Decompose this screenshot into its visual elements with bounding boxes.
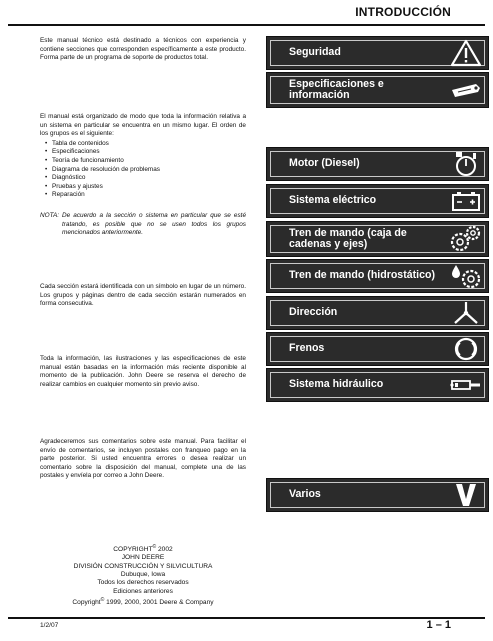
note-label: NOTA: [40, 212, 60, 219]
engine-diesel-icon [448, 152, 484, 176]
footer-date: 1/2/07 [40, 622, 59, 629]
tab-sistema-hidraulico[interactable] [266, 368, 489, 402]
copyright-line-1 [40, 543, 246, 554]
tab-label: Tren de mando (hidrostático) [289, 269, 435, 282]
intro-text-1: Este manual técnico está destinado a técnicos con experiencia y contiene secciones que corresponden específicamente a este producto. Forma parte de un programa de soporte de productos total. [40, 37, 246, 62]
copyright-mark: © [100, 596, 105, 603]
tab-label: Motor (Diesel) [289, 157, 360, 170]
copyright-line-7 [40, 596, 246, 607]
letter-v-icon [448, 483, 484, 507]
brake-disc-icon [448, 337, 484, 361]
intro-paragraph-5 [40, 438, 246, 481]
tab-label: Sistema hidráulico [289, 378, 384, 391]
intro-paragraph-3 [40, 283, 246, 309]
gears-icon [448, 226, 484, 252]
tab-direccion[interactable] [266, 296, 489, 330]
copyright-years: 1999, 2000, 2001 Deere & Company [104, 599, 214, 607]
list-item: • Tabla de contenidos [52, 140, 246, 149]
tab-motor-diesel[interactable] [266, 147, 489, 181]
note-block [40, 212, 246, 238]
intro-text-4: Toda la información, las ilustraciones y las especificaciones de este manual están basadas en la información más reciente disponible al momento de la publicación. John Deere se reserva el derecho de realizar cambios en cualquier momento sin previo aviso. [40, 355, 246, 388]
tab-especificaciones[interactable] [266, 72, 489, 108]
copyright-line-4: Dubuque, Iowa [120, 571, 166, 579]
battery-icon [448, 189, 484, 213]
tab-seguridad[interactable] [266, 36, 489, 70]
tab-label: Especificaciones e información [289, 77, 384, 101]
list-item: • Reparación [52, 191, 246, 200]
tab-frenos[interactable] [266, 332, 489, 366]
copyright-year: 2002 [156, 546, 173, 554]
intro-text-2: El manual está organizado de modo que toda la información relativa a un sistema en particular se encuentra en un mismo lugar. El orden de los grupos es el siguiente: [40, 113, 246, 138]
page-number: 1 – 1 [426, 619, 451, 631]
steering-icon [448, 301, 484, 325]
copyright-line-2: JOHN DEERE [121, 554, 165, 562]
list-item: • Especificaciones [52, 148, 246, 157]
list-item: • Diagrama de resolución de problemas [52, 166, 246, 175]
warning-triangle-icon [448, 41, 484, 65]
copyright-line-5: Todos los derechos reservados [97, 579, 189, 587]
tab-label: Frenos [289, 342, 325, 355]
tab-label: Tren de mando (caja de cadenas y ejes) [289, 226, 407, 250]
tab-label: Seguridad [289, 46, 341, 59]
header-rule [8, 24, 485, 26]
hydrostatic-drops-gear-icon [448, 264, 484, 288]
hydraulic-cylinder-icon [448, 373, 484, 397]
copyright-word: Copyright [72, 599, 101, 607]
intro-paragraph-2 [40, 113, 246, 200]
intro-text-5: Agradeceremos sus comentarios sobre este manual. Para facilitar el envío de comentarios, se incluyen postales con franqueo pago en la parte posterior. Si usted encuentra errores o desea realizar un comentario sobre la disposición del manual, complete una de las postales y envíela por correo a John Deere. [40, 438, 246, 480]
copyright-word: COPYRIGHT [113, 546, 153, 554]
footer-rule [8, 617, 485, 619]
tab-label: Sistema eléctrico [289, 194, 377, 207]
tab-sistema-electrico[interactable] [266, 184, 489, 218]
list-item: • Diagnóstico [52, 174, 246, 183]
tab-tren-mando-hidrostatico[interactable] [266, 259, 489, 293]
intro-paragraph-1 [40, 37, 246, 63]
page-title: INTRODUCCIÓN [355, 5, 451, 19]
copyright-block [40, 543, 246, 607]
intro-text-3: Cada sección estará identificada con un símbolo en lugar de un número. Los grupos y páginas dentro de cada sección estarán numerados en forma consecutiva. [40, 283, 246, 308]
list-item: • Teoría de funcionamiento [52, 157, 246, 166]
tab-tren-mando-cadenas[interactable] [266, 221, 489, 257]
wrench-and-tag-icon [448, 77, 484, 103]
tab-label: Dirección [289, 306, 338, 319]
tab-label: Varios [289, 488, 321, 501]
copyright-line-6: Ediciones anteriores [113, 587, 173, 595]
intro-paragraph-4 [40, 355, 246, 389]
tab-varios[interactable] [266, 478, 489, 512]
group-order-list [40, 140, 246, 200]
copyright-mark: © [152, 544, 157, 550]
copyright-line-3: DIVISIÓN CONSTRUCCIÓN Y SILVICULTURA [73, 562, 213, 570]
note-text: De acuerdo a la sección o sistema en particular que se esté tratando, es posible que no se usen todos los grupos mencionados anteriormente. [62, 212, 246, 237]
list-item: • Pruebas y ajustes [52, 183, 246, 192]
